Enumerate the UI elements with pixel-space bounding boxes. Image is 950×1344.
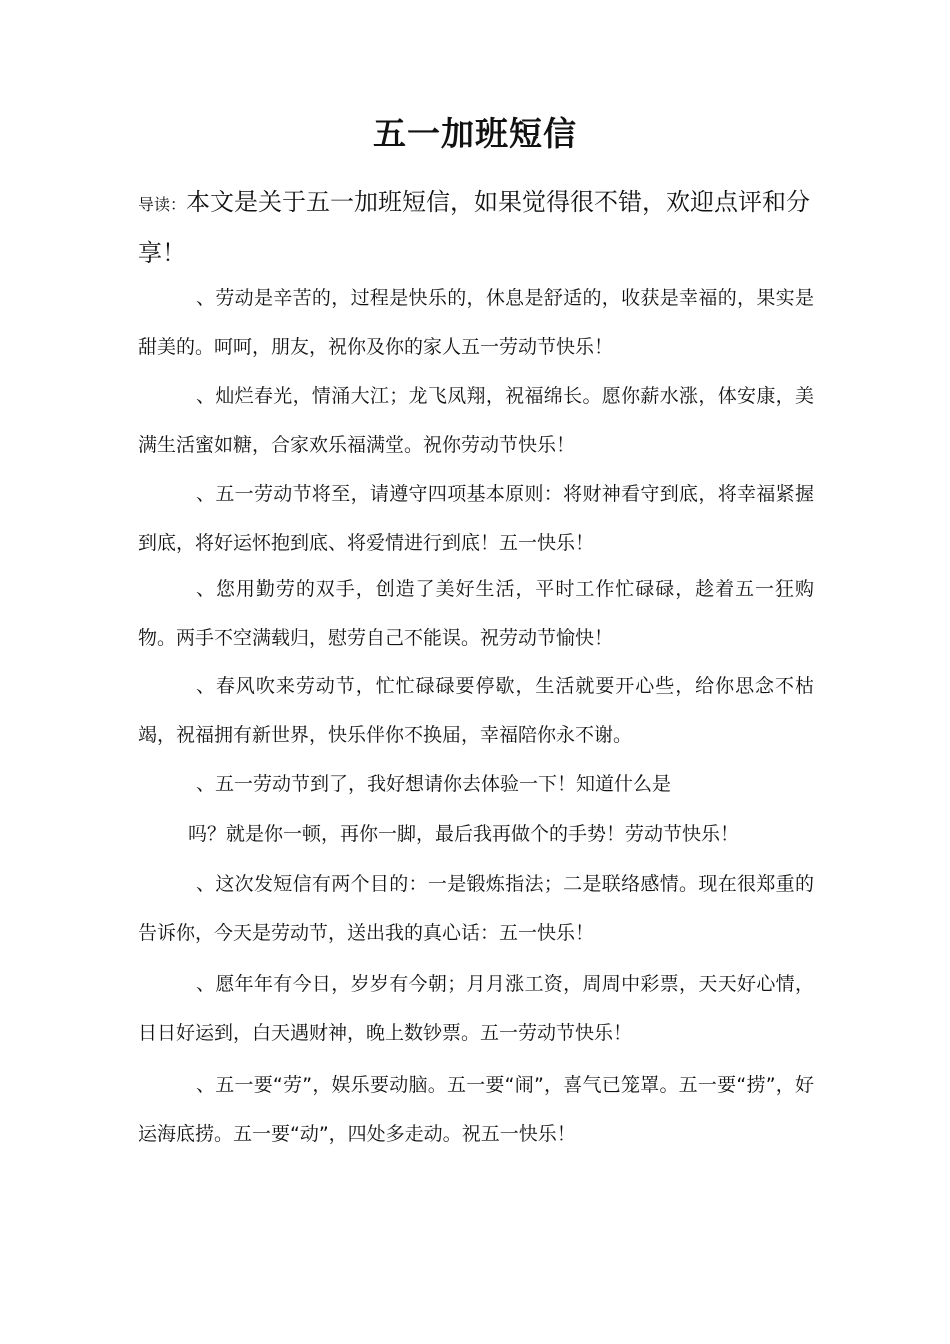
paragraph-4: 、您用勤劳的双手，创造了美好生活，平时工作忙碌碌，趁着五一狂购物。两手不空满载归，慰劳自己不能误。祝劳动节愉快！ [138, 578, 814, 649]
paragraph-6-continuation: 吗？就是你一顿，再你一脚，最后我再做个的手势！劳动节快乐！ [188, 823, 740, 845]
document-title: 五一加班短信 [373, 114, 577, 153]
paragraph-7: 、这次发短信有两个目的：一是锻炼指法；二是联络感情。现在很郑重的告诉你，今天是劳动节，送出我的真心话：五一快乐！ [138, 873, 814, 944]
intro-paragraph [138, 178, 818, 277]
paragraph-8: 、愿年年有今日，岁岁有今朝；月月涨工资，周周中彩票，天天好心情，日日好运到，白天遇财神，晚上数钞票。五一劳动节快乐！ [138, 973, 814, 1044]
intro-label: 导读： [138, 195, 187, 214]
intro-text: 本文是关于五一加班短信，如果觉得很不错，欢迎点评和分享！ [138, 188, 811, 267]
paragraph-5: 、春风吹来劳动节，忙忙碌碌要停歇，生活就要开心些，给你思念不枯竭，祝福拥有新世界，快乐伴你不换届，幸福陪你永不谢。 [138, 675, 814, 746]
paragraph-1: 、劳动是辛苦的，过程是快乐的，休息是舒适的，收获是幸福的，果实是甜美的。呵呵，朋友，祝你及你的家人五一劳动节快乐！ [138, 287, 814, 358]
paragraph-2: 、灿烂春光，情涌大江；龙飞凤翔，祝福绵长。愿你薪水涨，体安康，美满生活蜜如糖，合家欢乐福满堂。祝你劳动节快乐！ [138, 385, 814, 456]
paragraph-6: 、五一劳动节到了，我好想请你去体验一下！知道什么是 [196, 773, 672, 795]
paragraph-3: 、五一劳动节将至，请遵守四项基本原则：将财神看守到底，将幸福紧握到底，将好运怀抱到底、将爱情进行到底！五一快乐！ [138, 483, 814, 554]
paragraph-9: 、五一要“劳”，娱乐要动脑。五一要“闹”，喜气已笼罩。五一要“捞”，好运海底捞。五一要“动”，四处多走动。祝五一快乐！ [138, 1074, 814, 1145]
